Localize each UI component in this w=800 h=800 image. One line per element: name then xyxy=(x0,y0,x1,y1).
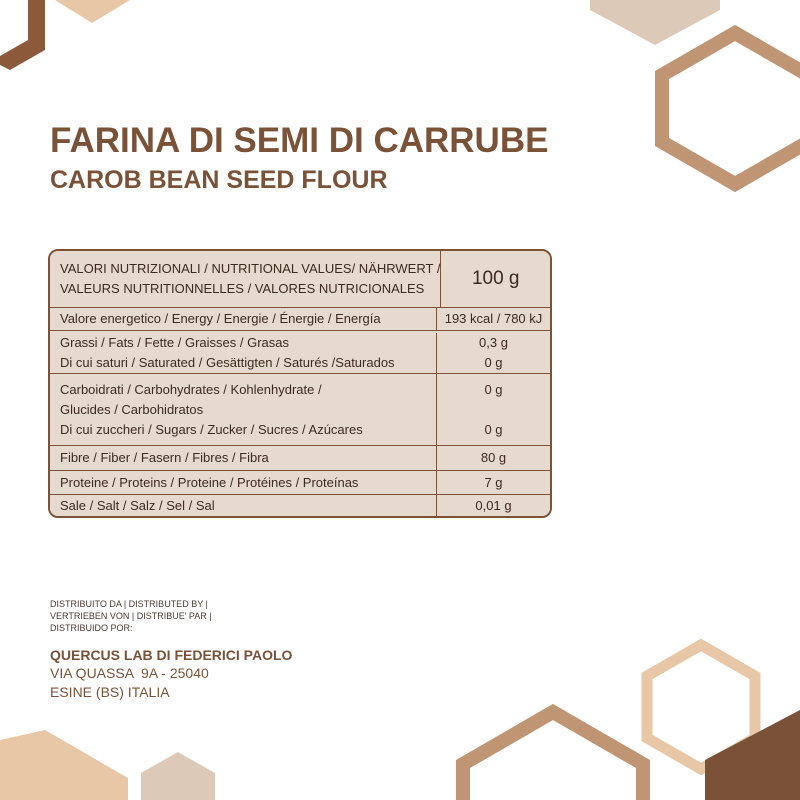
nutrition-row-salt xyxy=(50,494,550,516)
bottom-left-light-hexagon xyxy=(0,730,128,800)
nutrition-header-row xyxy=(50,251,550,307)
proteins-label: Proteine / Proteins / Proteine / Protéines / Proteínas xyxy=(60,474,359,490)
top-right-hexagon-outline xyxy=(662,33,800,184)
proteins-value: 7 g xyxy=(484,474,503,490)
carbohydrates-label-1: Carboidrati / Carbohydrates / Kohlenhydrate / xyxy=(60,381,322,397)
company-address-line-1: VIA QUASSA 9A - 25040 xyxy=(50,665,209,681)
product-name-italian: FARINA DI SEMI DI CARRUBE xyxy=(50,121,549,160)
salt-label: Sale / Salt / Salz / Sel / Sal xyxy=(60,497,215,513)
distributed-by-label xyxy=(50,598,250,634)
nutrition-row-energy xyxy=(50,307,550,330)
top-light-hexagon xyxy=(55,0,130,23)
company-name: QUERCUS LAB DI FEDERICI PAOLO xyxy=(50,647,293,663)
carbohydrates-value: 0 g xyxy=(484,381,503,397)
nutrition-header-value: 100 g xyxy=(471,268,520,289)
carbohydrates-label-2: Glucides / Carbohidratos xyxy=(60,401,204,417)
distributor-company-block xyxy=(50,646,292,702)
nutrition-row-fats xyxy=(50,330,550,373)
top-left-dark-hexagon-edge xyxy=(0,0,45,70)
nutrition-row-fibre xyxy=(50,445,550,470)
nutrition-header-label-1: VALORI NUTRIZIONALI / NUTRITIONAL VALUES/ NÄHRWERT / xyxy=(60,261,441,276)
fats-value: 0,3 g xyxy=(479,335,508,350)
bottom-center-hexagon-outline xyxy=(463,712,643,800)
fibre-value: 80 g xyxy=(480,450,507,465)
product-name-english: CAROB BEAN SEED FLOUR xyxy=(50,166,388,194)
fats-label: Grassi / Fats / Fette / Graisses / Grasas xyxy=(60,335,289,350)
energy-value: 193 kcal / 780 kJ xyxy=(444,311,543,326)
saturated-label: Di cui saturi / Saturated / Gesättigten / Saturés /Saturados xyxy=(60,355,395,370)
energy-label: Valore energetico / Energy / Energie / Énergie / Energía xyxy=(60,311,381,326)
nutrition-header-label-2: VALEURS NUTRITIONNELLES / VALORES NUTRICIONALES xyxy=(60,281,425,296)
nutrition-row-carbohydrates xyxy=(50,373,550,445)
top-right-beige-hexagon xyxy=(590,0,720,45)
distributed-by-line-3: DISTRIBUIDO POR: xyxy=(50,623,133,633)
sugars-label: Di cui zuccheri / Sugars / Zucker / Sucres / Azúcares xyxy=(60,421,363,437)
nutrition-row-proteins xyxy=(50,470,550,494)
salt-value: 0,01 g xyxy=(475,497,512,513)
nutrition-table xyxy=(48,249,552,518)
distributed-by-line-2: VERTRIEBEN VON | DISTRIBUE' PAR | xyxy=(50,611,212,621)
bottom-left-beige-hexagon xyxy=(141,752,215,800)
company-address-line-2: ESINE (BS) ITALIA xyxy=(50,684,170,700)
saturated-value: 0 g xyxy=(484,355,503,370)
carbohydrates-spacer xyxy=(492,400,496,420)
product-title-block xyxy=(50,120,548,196)
distributed-by-line-1: DISTRIBUITO DA | DISTRIBUTED BY | xyxy=(50,599,208,609)
sugars-value: 0 g xyxy=(484,421,503,437)
fibre-label: Fibre / Fiber / Fasern / Fibres / Fibra xyxy=(60,450,269,465)
